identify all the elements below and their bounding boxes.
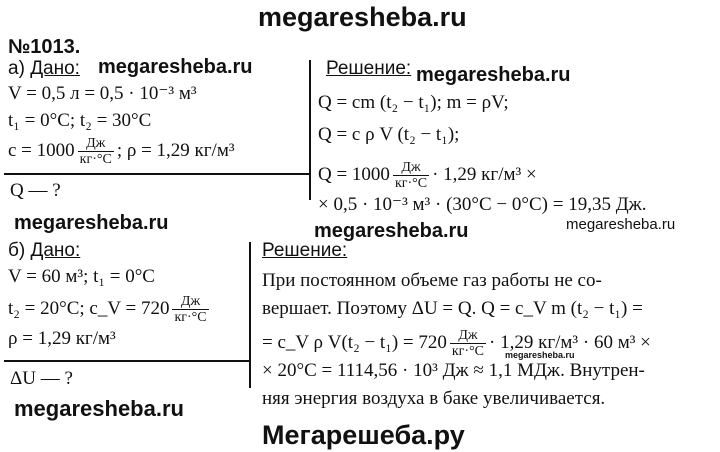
watermark-small-right: megaresheba.ru xyxy=(566,216,676,233)
part-a-q-unit xyxy=(393,160,429,191)
part-b-given-divider xyxy=(4,360,250,362)
part-b-given-volume: V = 60 м³; t₁ = 0°C xyxy=(8,266,155,287)
unit-den: кг·°C xyxy=(79,152,112,167)
part-b-given-title: Дано: xyxy=(30,240,81,261)
unit-num: Дж xyxy=(450,328,486,344)
part-a-solution-line-2: Q = c ρ V (t₂ − t₁); xyxy=(318,124,460,145)
watermark-part-a-solution: megaresheba.ru xyxy=(416,64,571,86)
part-a-solution-line-4: × 0,5 · 10⁻³ м³ · (30°C − 0°C) = 19,35 Дж. xyxy=(318,194,647,215)
part-a-given-header xyxy=(8,58,80,80)
part-b-given-t2-cv xyxy=(8,294,212,325)
part-b-solution-line-1: При постоянном объеме газ работы не со- xyxy=(262,270,602,291)
part-a-given-title: Дано: xyxy=(30,58,80,79)
unit-den: кг·°C xyxy=(174,310,207,325)
watermark-top: megaresheba.ru xyxy=(258,2,467,32)
part-a-label: а) xyxy=(8,58,25,79)
watermark-tiny: megaresheba.ru xyxy=(505,350,575,360)
watermark-footer: Мегарешеба.ру xyxy=(262,420,465,450)
unit-num: Дж xyxy=(78,136,114,152)
part-a-given-c-rho xyxy=(8,136,235,167)
part-a-q-suffix: · 1,29 кг/м³ × xyxy=(432,163,537,185)
part-b-solution-line-3 xyxy=(262,328,651,359)
unit-den: кг·°C xyxy=(394,176,428,191)
part-a-given-volume: V = 0,5 л = 0,5 · 10⁻³ м³ xyxy=(8,83,197,104)
watermark-right-mid: megaresheba.ru xyxy=(314,220,469,242)
part-a-vertical-divider xyxy=(309,60,311,200)
part-a-given-rho: ; ρ = 1,29 кг/м³ xyxy=(116,139,235,161)
part-b-unit xyxy=(450,328,486,359)
part-a-given-c: c = 1000 xyxy=(8,139,75,161)
part-b-given-rho: ρ = 1,29 кг/м³ xyxy=(8,328,116,349)
part-a-c-unit xyxy=(78,136,114,167)
part-b-suffix: · 1,29 кг/м³ · 60 м³ × xyxy=(489,331,651,353)
unit-den: кг·°C xyxy=(451,344,485,359)
part-b-prefix: = c_V ρ V(t₂ − t₁) = 720 xyxy=(262,331,447,353)
part-b-solution-title: Решение: xyxy=(262,240,348,261)
unit-num: Дж xyxy=(172,294,208,310)
part-b-vertical-divider xyxy=(249,242,251,388)
part-a-solution-line-3 xyxy=(318,160,537,191)
part-a-solution-title: Решение: xyxy=(326,58,412,79)
part-a-given-temperatures: t₁ = 0°C; t₂ = 30°C xyxy=(8,110,152,131)
part-a-solution-line-1: Q = cm (t₂ − t₁); m = ρV; xyxy=(318,92,509,113)
part-b-t2-cv: t₂ = 20°C; c_V = 720 xyxy=(8,297,170,319)
watermark-part-a-given: megaresheba.ru xyxy=(98,56,253,78)
part-b-find: ΔU — ? xyxy=(10,368,73,389)
unit-num: Дж xyxy=(393,160,429,176)
part-b-given-header xyxy=(8,240,80,262)
watermark-left-bottom: megaresheba.ru xyxy=(14,396,184,421)
part-b-cv-unit xyxy=(172,294,208,325)
part-b-solution-line-5: няя энергия воздуха в баке увеличивается. xyxy=(262,388,606,409)
part-a-q-prefix: Q = 1000 xyxy=(318,163,390,185)
part-b-solution-line-4: × 20°C = 1114,56 · 10³ Дж ≈ 1,1 МДж. Внутрен- xyxy=(262,360,645,381)
watermark-left-mid: megaresheba.ru xyxy=(14,212,169,234)
part-b-solution-line-2: вершает. Поэтому ΔU = Q. Q = c_V m (t₂ − t₁) = xyxy=(262,298,643,319)
part-a-find: Q — ? xyxy=(10,180,61,201)
part-a-given-divider xyxy=(4,173,310,175)
part-b-label: б) xyxy=(8,240,26,261)
problem-number: №1013. xyxy=(8,36,81,58)
